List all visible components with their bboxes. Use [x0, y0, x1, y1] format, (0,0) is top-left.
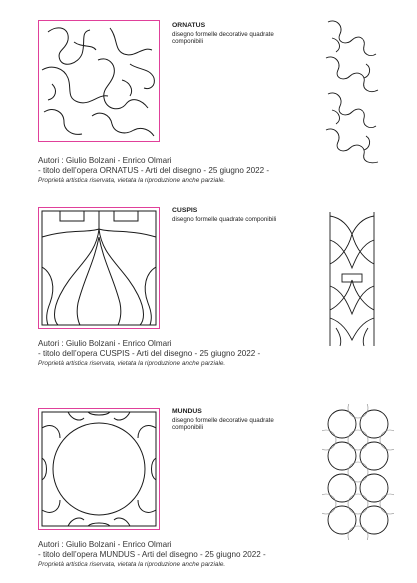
ornatus-description: disegno formelle decorative quadrate componibili	[172, 30, 274, 46]
ornatus-tile-drawing	[38, 20, 160, 142]
ornatus-rights: Proprietà artistica riservata, vietata la riproduzione anche parziale.	[38, 177, 226, 184]
mundus-info	[172, 408, 302, 432]
ornatus-strip-drawing	[322, 18, 382, 166]
mundus-credits	[38, 540, 338, 569]
mundus-title-line: - titolo dell’opera MUNDUS - Arti del disegno - 25 giugno 2022 -	[38, 550, 266, 559]
cuspis-name: CUSPIS	[172, 207, 198, 214]
cuspis-authors: Autori : Giulio Bolzani - Enrico Olmari	[38, 339, 172, 348]
ornatus-tile	[38, 20, 160, 142]
cuspis-credits	[38, 339, 338, 368]
cuspis-title-line: - titolo dell’opera CUSPIS - Arti del disegno - 25 giugno 2022 -	[38, 349, 261, 358]
ornatus-name: ORNATUS	[172, 22, 206, 29]
cuspis-strip-drawing	[322, 210, 382, 348]
cuspis-description: disegno formelle quadrate componibili	[172, 215, 277, 223]
ornatus-info	[172, 22, 302, 46]
mundus-description: disegno formelle decorative quadrate componibili	[172, 416, 274, 432]
mundus-name: MUNDUS	[172, 408, 202, 415]
ornatus-credits	[38, 156, 338, 185]
cuspis-rights: Proprietà artistica riservata, vietata la riproduzione anche parziale.	[38, 360, 226, 367]
cuspis-tile	[38, 207, 160, 329]
mundus-strip	[322, 404, 394, 545]
ornatus-authors: Autori : Giulio Bolzani - Enrico Olmari	[38, 156, 172, 165]
mundus-authors: Autori : Giulio Bolzani - Enrico Olmari	[38, 540, 172, 549]
mundus-rights: Proprietà artistica riservata, vietata la riproduzione anche parziale.	[38, 561, 226, 568]
cuspis-strip	[322, 210, 382, 353]
ornatus-title-line: - titolo dell’opera ORNATUS - Arti del disegno - 25 giugno 2022 -	[38, 166, 270, 175]
mundus-tile-drawing	[38, 408, 160, 530]
mundus-tile	[38, 408, 160, 530]
ornatus-strip	[322, 18, 382, 171]
cuspis-tile-drawing	[38, 207, 160, 329]
mundus-strip-drawing	[322, 404, 394, 540]
cuspis-info	[172, 207, 302, 223]
